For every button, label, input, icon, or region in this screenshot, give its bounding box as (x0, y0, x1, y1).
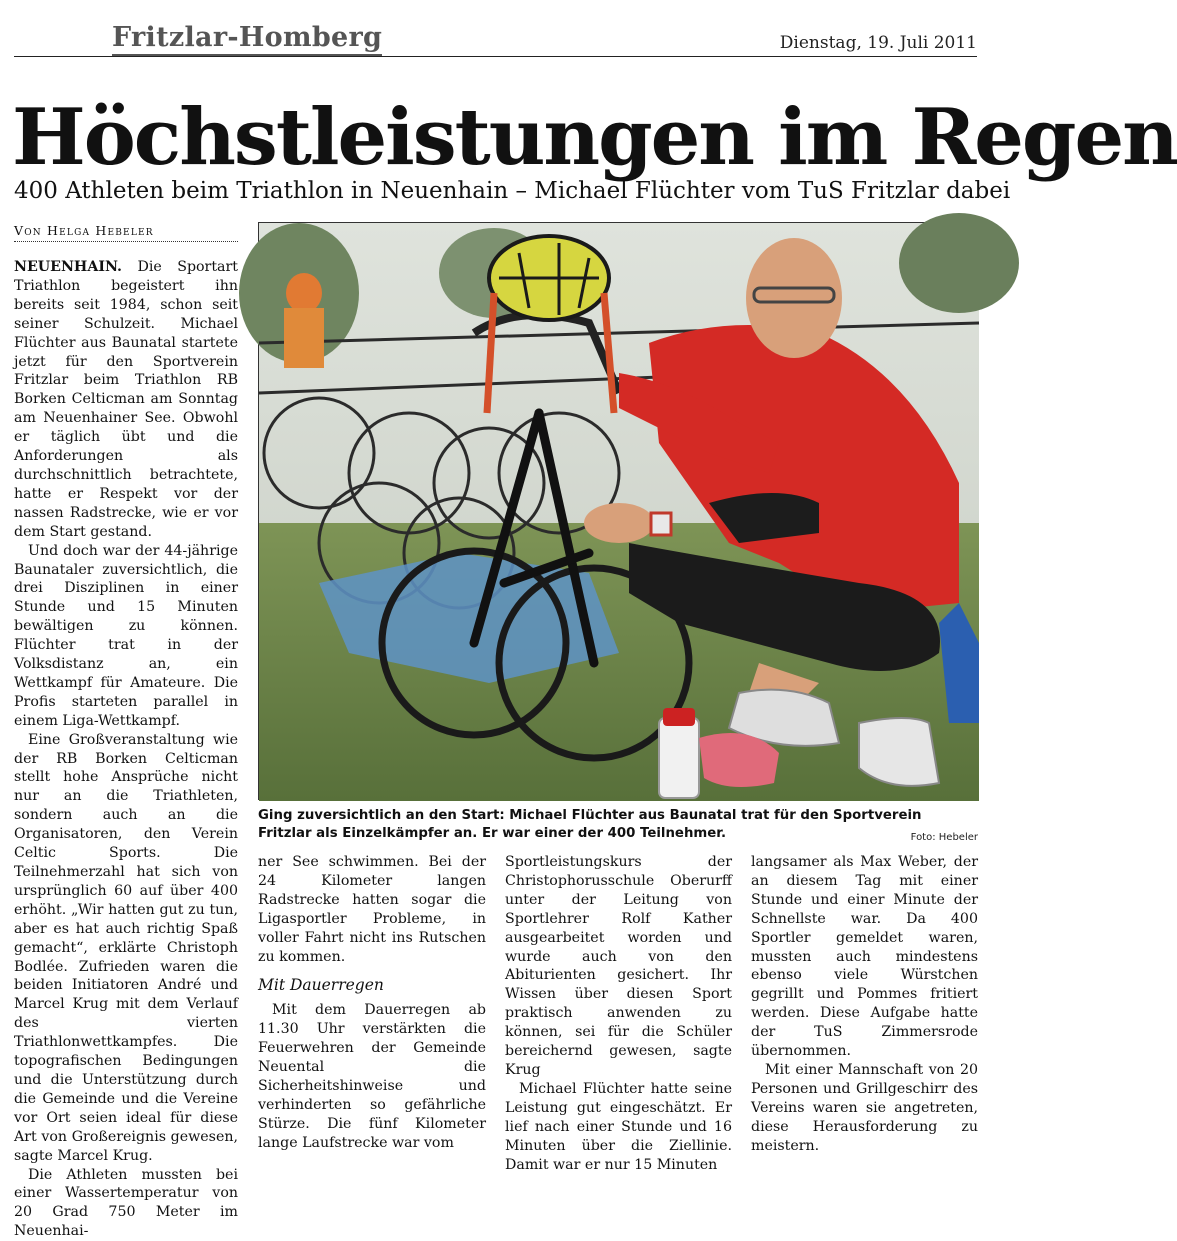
paragraph: Michael Flüchter hatte seine Leistung gut eingeschätzt. Er lief nach einer Stunde und 16 Minuten über die Ziellinie. Damit war er nur 15 Minuten (505, 1080, 732, 1175)
section-title: Fritzlar-Homberg (112, 22, 382, 57)
byline: Von Helga Hebeler (14, 223, 238, 242)
article-column-3 (505, 853, 732, 1174)
issue-date: Dienstag, 19. Juli 2011 (780, 33, 977, 53)
paragraph (14, 258, 238, 542)
paragraph: Mit einer Mannschaft von 20 Personen und Grillgeschirr des Vereins waren sie angetreten, diese Herausforderung zu meistern. (751, 1061, 978, 1156)
paragraph: Die Athleten mussten bei einer Wassertemperatur von 20 Grad 750 Meter im Neuenhai- (14, 1166, 238, 1241)
subheadline: 400 Athleten beim Triathlon in Neuenhain – Michael Flüchter vom TuS Fritzlar dabei (14, 178, 1010, 204)
photo-credit: Foto: Hebeler (911, 832, 978, 843)
article-column-1 (14, 258, 238, 1241)
dateline: NEUENHAIN. (14, 259, 122, 275)
article-photo (258, 222, 978, 800)
paragraph: Sportleistungskurs der Christophorusschule Oberurff unter der Leitung von Sportlehrer Rolf Kather ausgearbeitet worden und wurde auch von den Abiturienten gesichert. Ihr Wissen über diesen Sport praktisch anwenden zu können, sei für die Schüler bereichernd gewesen, sagte Krug (505, 853, 732, 1080)
article-column-2 (258, 853, 486, 1153)
section-subheading: Mit Dauerregen (258, 976, 486, 995)
article-column-4 (751, 853, 978, 1156)
paragraph: Und doch war der 44-jährige Baunataler zuversichtlich, die drei Disziplinen in einer Stunde und 15 Minuten bewältigen zu können. Flüchter trat in der Volksdistanz an, ein Wettkampf für Amateure. Die Profis starteten parallel in einem Liga-Wettkampf. (14, 542, 238, 731)
photo-illustration (259, 223, 979, 801)
header-rule (14, 56, 977, 57)
paragraph: ner See schwimmen. Bei der 24 Kilometer langen Radstrecke hatten sogar die Ligasportler Probleme, in voller Fahrt nicht ins Rutschen zu kommen. (258, 853, 486, 966)
paragraph-text: Die Sportart Triathlon begeistert ihn bereits seit 1984, schon seit seiner Schulzeit. Michael Flüchter aus Baunatal startete jetzt für den Sportverein Fritzlar beim Triathlon RB Borken Celticman am Sonntag am Neuenhainer See. Obwohl er täglich übt und die Anforderungen als durchschnittlich betrachtete, hatte er Respekt vor der nassen Radstrecke, wie er vor dem Start gestand. (14, 259, 238, 540)
paragraph: langsamer als Max Weber, der an diesem Tag mit einer Stunde und einer Minute der Schnellste war. Da 400 Sportler gemeldet waren, mussten auch mindestens ebenso viele Würstchen gegrillt und Pommes fritiert werden. Diese Aufgabe hatte der TuS Zimmersrode übernommen. (751, 853, 978, 1061)
paragraph: Mit dem Dauerregen ab 11.30 Uhr verstärkten die Feuerwehren der Gemeinde Neuental die Sicherheitshinweise und verhinderten so gefährliche Stürze. Die fünf Kilometer lange Laufstrecke war vom (258, 1001, 486, 1152)
headline: Höchstleistungen im Regen (12, 92, 1177, 184)
paragraph: Eine Großveranstaltung wie der RB Borken Celticman stellt hohe Ansprüche nicht nur an die Triathleten, sondern auch an die Organisatoren, den Verein Celtic Sports. Die Teilnehmerzahl hat sich von ursprünglich 60 auf über 400 erhöht. „Wir hatten gut zu tun, aber es hat auch richtig Spaß gemacht“, erklärte Christoph Bodlée. Zufrieden waren die beiden Initiatoren André und Marcel Krug mit dem Verlauf des vierten Triathlonwettkampfes. Die topografischen Bedingungen und die Unterstützung durch die Gemeinde und die Vereine vor Ort seien ideal für diese Art von Großereignis gewesen, sagte Marcel Krug. (14, 731, 238, 1166)
photo-caption: Ging zuversichtlich an den Start: Michael Flüchter aus Baunatal trat für den Sportverein Fritzlar als Einzelkämpfer an. Er war einer der 400 Teilnehmer. (258, 807, 978, 843)
